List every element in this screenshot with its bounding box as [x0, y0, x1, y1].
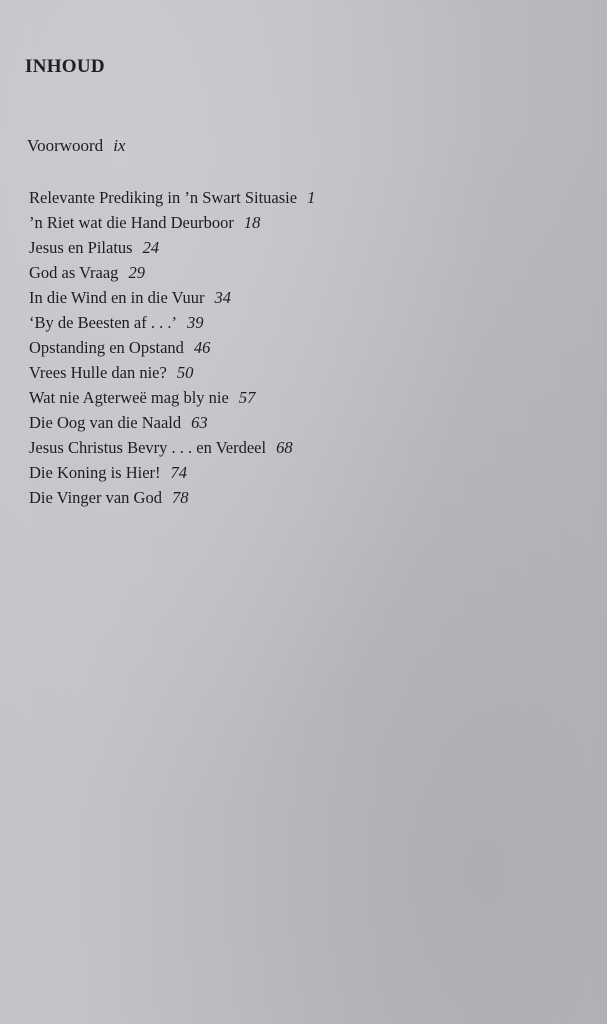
contents-heading: INHOUD — [25, 56, 105, 77]
toc-entry-title: Die Koning is Hier! — [29, 463, 161, 482]
toc-entry-title: Die Vinger van God — [29, 488, 162, 507]
toc-entry — [29, 260, 315, 285]
toc-entry-page-number: 34 — [214, 288, 232, 307]
toc-entry-title: Wat nie Agterweë mag bly nie — [29, 388, 229, 407]
toc-entry-page-number: 24 — [142, 238, 160, 257]
toc-entry-page-number: 29 — [128, 263, 145, 282]
toc-entry-foreword — [27, 136, 125, 156]
toc-entry-page-number: 74 — [170, 463, 188, 482]
toc-entry-title: Vrees Hulle dan nie? — [29, 363, 167, 382]
toc-entry-title: Jesus Christus Bevry . . . en Verdeel — [29, 438, 267, 457]
toc-entry — [29, 410, 315, 435]
toc-entry-page-number: 39 — [187, 313, 204, 332]
toc-entry-title: Relevante Prediking in ’n Swart Situasie — [29, 188, 298, 207]
toc-entry-title: Voorwoord — [27, 136, 104, 155]
toc-entry-title: ’n Riet wat die Hand Deurboor — [29, 213, 234, 232]
toc-entry-page-number: 46 — [193, 338, 211, 357]
toc-entry-page-number: ix — [113, 136, 126, 155]
table-of-contents — [29, 185, 315, 510]
toc-entry-title: ‘By de Beesten af . . .’ — [29, 313, 177, 332]
toc-entry-title: In die Wind en in die Vuur — [29, 288, 205, 307]
toc-entry — [29, 335, 315, 360]
toc-entry — [29, 485, 315, 510]
toc-entry — [29, 435, 315, 460]
toc-entry-title: Die Oog van die Naald — [29, 413, 182, 432]
toc-entry — [29, 210, 315, 235]
toc-entry — [29, 235, 315, 260]
toc-entry-page-number: 63 — [191, 413, 208, 432]
toc-entry — [29, 385, 315, 410]
toc-entry-page-number: 78 — [171, 488, 189, 507]
toc-entry — [29, 460, 315, 485]
toc-entry-page-number: 68 — [276, 438, 293, 457]
toc-entry — [29, 185, 315, 210]
toc-entry-page-number: 1 — [307, 188, 316, 207]
toc-entry — [29, 310, 315, 335]
toc-entry-page-number: 18 — [243, 213, 261, 232]
toc-entry-page-number: 50 — [176, 363, 194, 382]
toc-entry-page-number: 57 — [238, 388, 256, 407]
toc-entry-title: God as Vraag — [29, 263, 119, 282]
toc-entry — [29, 360, 315, 385]
toc-entry-title: Jesus en Pilatus — [29, 238, 133, 257]
toc-entry-title: Opstanding en Opstand — [29, 338, 184, 357]
toc-entry — [29, 285, 315, 310]
